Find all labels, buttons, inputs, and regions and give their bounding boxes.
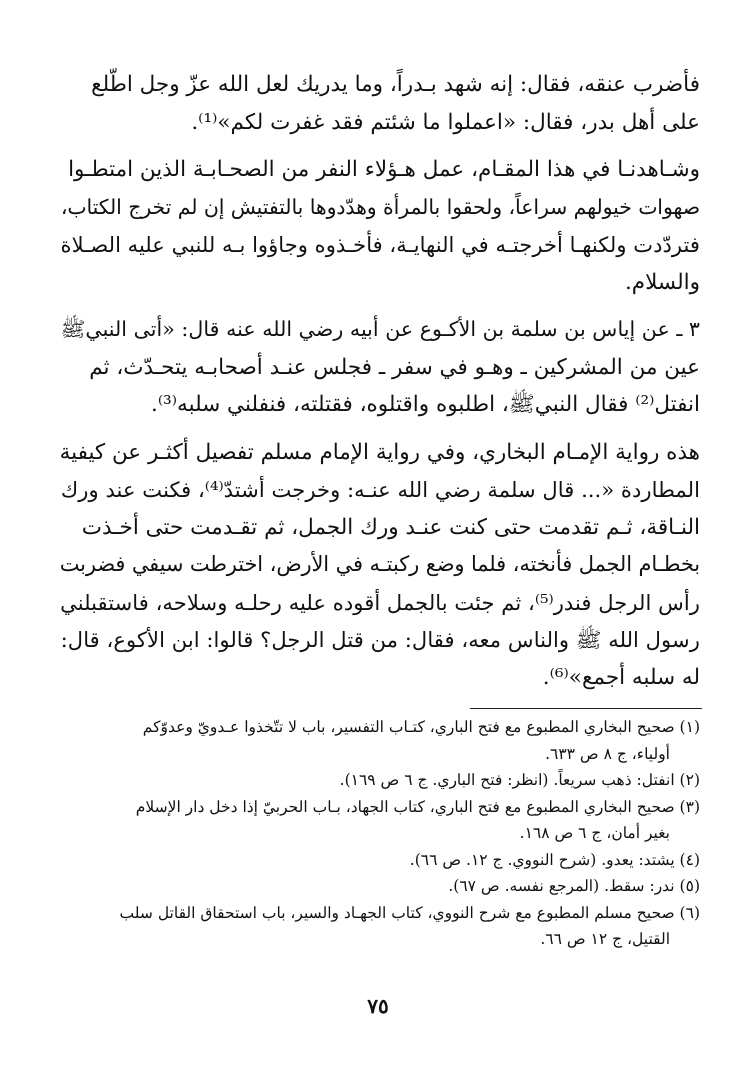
- footnote-line: أولياء، ج ٨ ص ٦٣٣.: [545, 744, 670, 763]
- page-number: ٧٥: [367, 994, 389, 1018]
- text-line: فأضرب عنقه، فقال: إنه شهد بـدراً، وما يدريك لعل الله عزّ وجل اطّلع: [91, 72, 700, 97]
- main-text: [60, 66, 700, 696]
- footnote-line: (١) صحيح البخاري المطبوع مع فتح الباري، كتـاب التفسير، باب لا تتّخذوا عـدويّ وعدوّكم: [142, 718, 700, 736]
- text-line: هذه رواية الإمـام البخاري، وفي رواية الإمام مسلم تفصيل أكثـر عن كيفية: [59, 439, 700, 465]
- text-line: رأس الرجل فندر⁽⁵⁾، ثم جئت بالجمل أقوده عليه رحلـه وسلاحه، فاستقبلني: [60, 589, 700, 615]
- text-line: بخطـام الجمل فأنخته، فلما وضع ركبتـه في الأرض، اخترطت سيفي فضربت: [59, 552, 700, 576]
- text-line: له سلبه أجمع»⁽⁶⁾.: [542, 664, 700, 690]
- footnote-line: (٣) صحيح البخاري المطبوع مع فتح الباري، كتاب الجهاد، بـاب الحربيّ إذا دخل دار الإسلام: [135, 797, 700, 816]
- footnote-line: (٥) ندر: سقط. (المرجع نفسه. ص ٦٧).: [448, 877, 700, 895]
- footnote-line: (٢) انفتل: ذهب سريعاً. (انظر: فتح الباري. ج ٦ ص ١٦٩).: [339, 771, 700, 789]
- text-line: انفتل⁽²⁾ فقال النبيﷺ، اطلبوه واقتلوه، فقتلته، فنفلني سلبه⁽³⁾.: [151, 392, 700, 417]
- footnote-line: (٤) يشتد: يعدو. (شرح النووي. ج ١٢. ص ٦٦).: [409, 850, 700, 869]
- text-line: ٣ ـ عن إياس بن سلمة بن الأكـوع عن أبيه رضي الله عنه قال: «أتى النبيﷺ: [60, 317, 700, 341]
- text-line: صهوات خيولهم سراعاً، ولحقوا بالمرأة وهدّدوها بالتفتيش إن لم تخرج الكتاب،: [60, 194, 700, 219]
- footnotes: [60, 714, 700, 953]
- text-line: وشـاهدنـا في هذا المقـام، عمل هـؤلاء النفر من الصحـابـة الذين امتطـوا: [68, 157, 700, 182]
- footnote-divider: [470, 708, 702, 709]
- text-line: على أهل بدر، فقال: «اعملوا ما شئتم فقد غفرت لكم»⁽¹⁾.: [191, 109, 700, 135]
- footnote-line: القتيل، ج ١٢ ص ٦٦.: [540, 930, 670, 948]
- text-line: رسول الله ﷺ والناس معه، فقال: من قتل الرجل؟ قالوا: ابن الأكوع، قال:: [60, 627, 700, 652]
- text-line: والسلام.: [624, 269, 700, 295]
- text-line: عين من المشركين ـ وهـو في سفر ـ فجلس عنـد أصحابـه يتحـدّث، ثم: [89, 354, 700, 380]
- text-line: المطاردة «... قال سلمة رضي الله عنـه: وخرجت أشتدّ⁽⁴⁾، فكنت عند ورك: [60, 477, 700, 502]
- footnote-line: (٦) صحيح مسلم المطبوع مع شرح النووي، كتاب الجهـاد والسير، باب استحقاق القاتل سلب: [119, 903, 700, 922]
- text-line: النـاقة، ثـم تقدمت حتى كنت عنـد ورك الجمل، ثم تقـدمت حتى أخـذت: [81, 514, 700, 540]
- text-line: فتردّدت ولكنهـا أخرجتـه في النهايـة، فأخـذوه وجاؤوا بـه للنبي عليه الصـلاة: [60, 232, 700, 257]
- footnote-line: بغير أمان، ج ٦ ص ١٦٨.: [519, 824, 670, 842]
